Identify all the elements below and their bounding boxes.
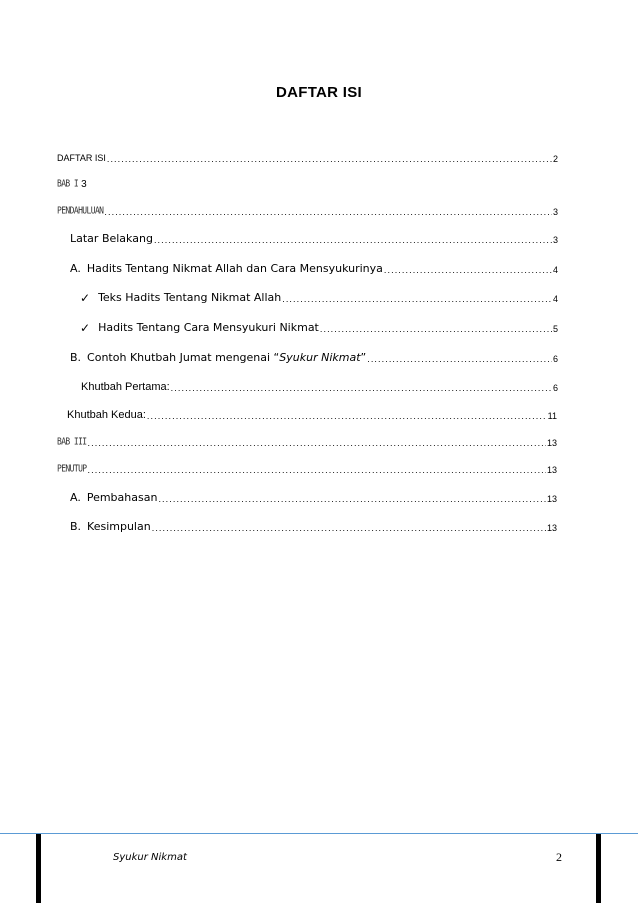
toc-page-number: 3 — [552, 235, 558, 245]
toc-page-number: 4 — [552, 265, 558, 275]
toc-entry-khutbah-pertama[interactable] — [81, 380, 558, 394]
toc-label: Kesimpulan — [87, 520, 151, 533]
toc-page-number: 13 — [546, 494, 557, 504]
toc-page-number: 4 — [552, 294, 558, 304]
toc-page-number: 6 — [552, 354, 558, 364]
toc-entry-cara-mensyukuri[interactable] — [80, 321, 558, 335]
toc-leader — [104, 206, 552, 218]
toc-label: DAFTAR ISI — [57, 153, 106, 163]
toc-label: BAB III — [57, 435, 87, 447]
toc-page-number: 13 — [546, 465, 557, 475]
toc-label-start: Contoh Khutbah Jumat mengenai “ — [87, 351, 280, 364]
toc-page-number: 6 — [552, 383, 558, 393]
toc-page-number: 13 — [546, 438, 557, 448]
toc-entry-contoh-khutbah[interactable] — [70, 351, 558, 365]
footer-right-bar — [596, 834, 601, 903]
toc-label-end: ” — [360, 351, 367, 364]
toc-prefix: A. — [70, 491, 81, 504]
toc-label: PENUTUP — [57, 462, 87, 474]
toc-prefix: B. — [70, 351, 82, 364]
toc-entry-latar-belakang[interactable] — [70, 232, 558, 246]
toc-entry-pembahasan[interactable] — [70, 491, 557, 505]
toc-page-number: 3 — [81, 179, 87, 190]
toc-label: Latar Belakang — [70, 232, 153, 245]
toc-leader — [384, 264, 552, 276]
toc-page-number: 2 — [552, 154, 558, 164]
toc-leader — [171, 382, 552, 394]
toc-leader — [154, 234, 552, 246]
toc-leader — [152, 522, 546, 534]
toc-label: Khutbah Pertama: — [81, 381, 170, 393]
toc-leader — [367, 353, 552, 365]
toc-entry-hadits-nikmat[interactable] — [70, 262, 558, 276]
toc-leader — [320, 323, 552, 335]
toc-label — [87, 351, 366, 365]
toc-label: Hadits Tentang Cara Mensyukuri Nikmat — [98, 321, 319, 334]
toc-entry-daftar-isi[interactable] — [57, 151, 558, 165]
toc-label-emphasis: Syukur Nikmat — [279, 351, 361, 364]
toc-title: DAFTAR ISI — [275, 84, 363, 101]
toc-leader — [88, 437, 546, 449]
checkmark-icon: ✓ — [80, 321, 91, 335]
toc-leader — [88, 464, 546, 476]
toc-leader — [158, 493, 546, 505]
toc-page-number: 3 — [552, 207, 558, 217]
footer-divider — [0, 833, 638, 834]
toc-label: Hadits Tentang Nikmat Allah dan Cara Mensyukurinya — [86, 262, 383, 275]
toc-entry-teks-hadits[interactable] — [80, 291, 558, 305]
toc-page-number: 11 — [547, 411, 557, 421]
toc-entry-bab-1[interactable] — [57, 177, 87, 191]
toc-page-number: 13 — [546, 523, 557, 533]
checkmark-icon: ✓ — [80, 291, 91, 305]
toc-label: Pembahasan — [86, 491, 158, 504]
toc-label: Khutbah Kedua: — [67, 409, 146, 421]
toc-label: PENDAHULUAN — [57, 204, 104, 216]
toc-label: Teks Hadits Tentang Nikmat Allah — [98, 291, 282, 304]
toc-leader — [282, 293, 552, 305]
footer-left-bar — [36, 834, 41, 903]
toc-entry-bab-3[interactable] — [57, 435, 557, 449]
toc-entry-kesimpulan[interactable] — [70, 520, 557, 534]
toc-leader — [107, 153, 552, 165]
toc-prefix: B. — [70, 520, 82, 533]
toc-entry-pendahuluan[interactable] — [57, 204, 558, 218]
footer-title: Syukur Nikmat — [113, 852, 187, 863]
toc-page-number: 5 — [552, 324, 558, 334]
toc-entry-penutup[interactable] — [57, 462, 557, 476]
footer-page-number: 2 — [556, 850, 562, 864]
toc-entry-khutbah-kedua[interactable] — [67, 408, 557, 422]
toc-label: BAB I — [57, 177, 79, 189]
toc-leader — [147, 410, 547, 422]
toc-prefix: A. — [70, 262, 81, 275]
